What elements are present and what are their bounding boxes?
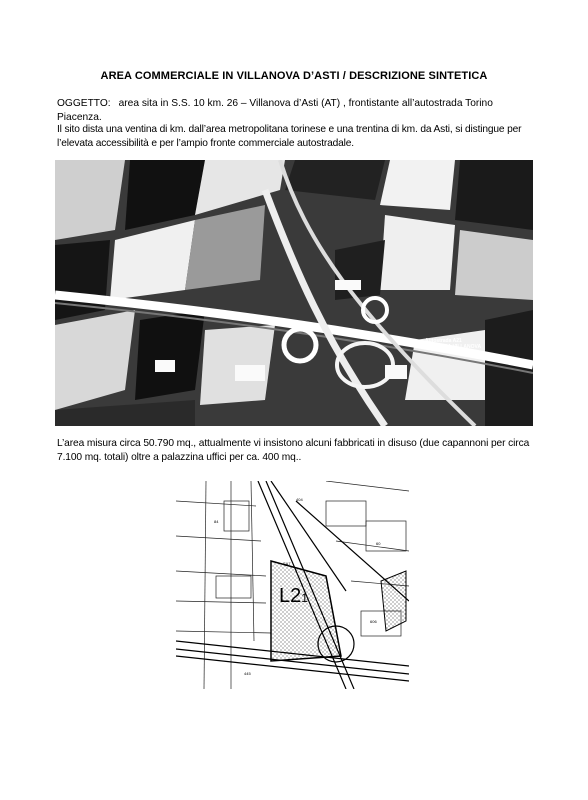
- parcel-label: 445: [244, 671, 251, 676]
- aerial-photo-label: Autostrada A21 BARRIERA VILLANOVA: [425, 338, 482, 350]
- parcel-label: 404: [296, 497, 303, 502]
- parcel-label: 84: [214, 519, 219, 524]
- document-title: AREA COMMERCIALE IN VILLANOVA D’ASTI / DESCRIZIONE SINTETICA: [100, 70, 488, 82]
- parcel-label: 60: [376, 541, 381, 546]
- oggetto-label: OGGETTO:: [57, 98, 111, 109]
- oggetto-text: area sita in S.S. 10 km. 26 – Villanova d’Asti (AT) , frontistante all’autostrada Torino Piacenza.: [57, 98, 493, 123]
- paragraph-area: L’area misura circa 50.790 mq., attualmente vi insistono alcuni fabbricati in disuso (due capannoni per circa 7.100 mq. totali) oltre a palazzina uffici per ca. 400 mq..: [57, 438, 530, 463]
- oggetto-line: [57, 97, 537, 125]
- zoning-map: [176, 481, 409, 689]
- paragraph-location: Il sito dista una ventina di km. dall’area metropolitana torinese e una trentina di km. da Asti, si distingue per l’elevata accessibilità e per l’ampio fronte commerciale autostradale.: [57, 124, 522, 149]
- zone-code-label: L21: [279, 585, 308, 607]
- parcel-label: 606: [370, 619, 377, 624]
- aerial-photo: [55, 160, 533, 426]
- parcel-label: SA7: [283, 561, 291, 566]
